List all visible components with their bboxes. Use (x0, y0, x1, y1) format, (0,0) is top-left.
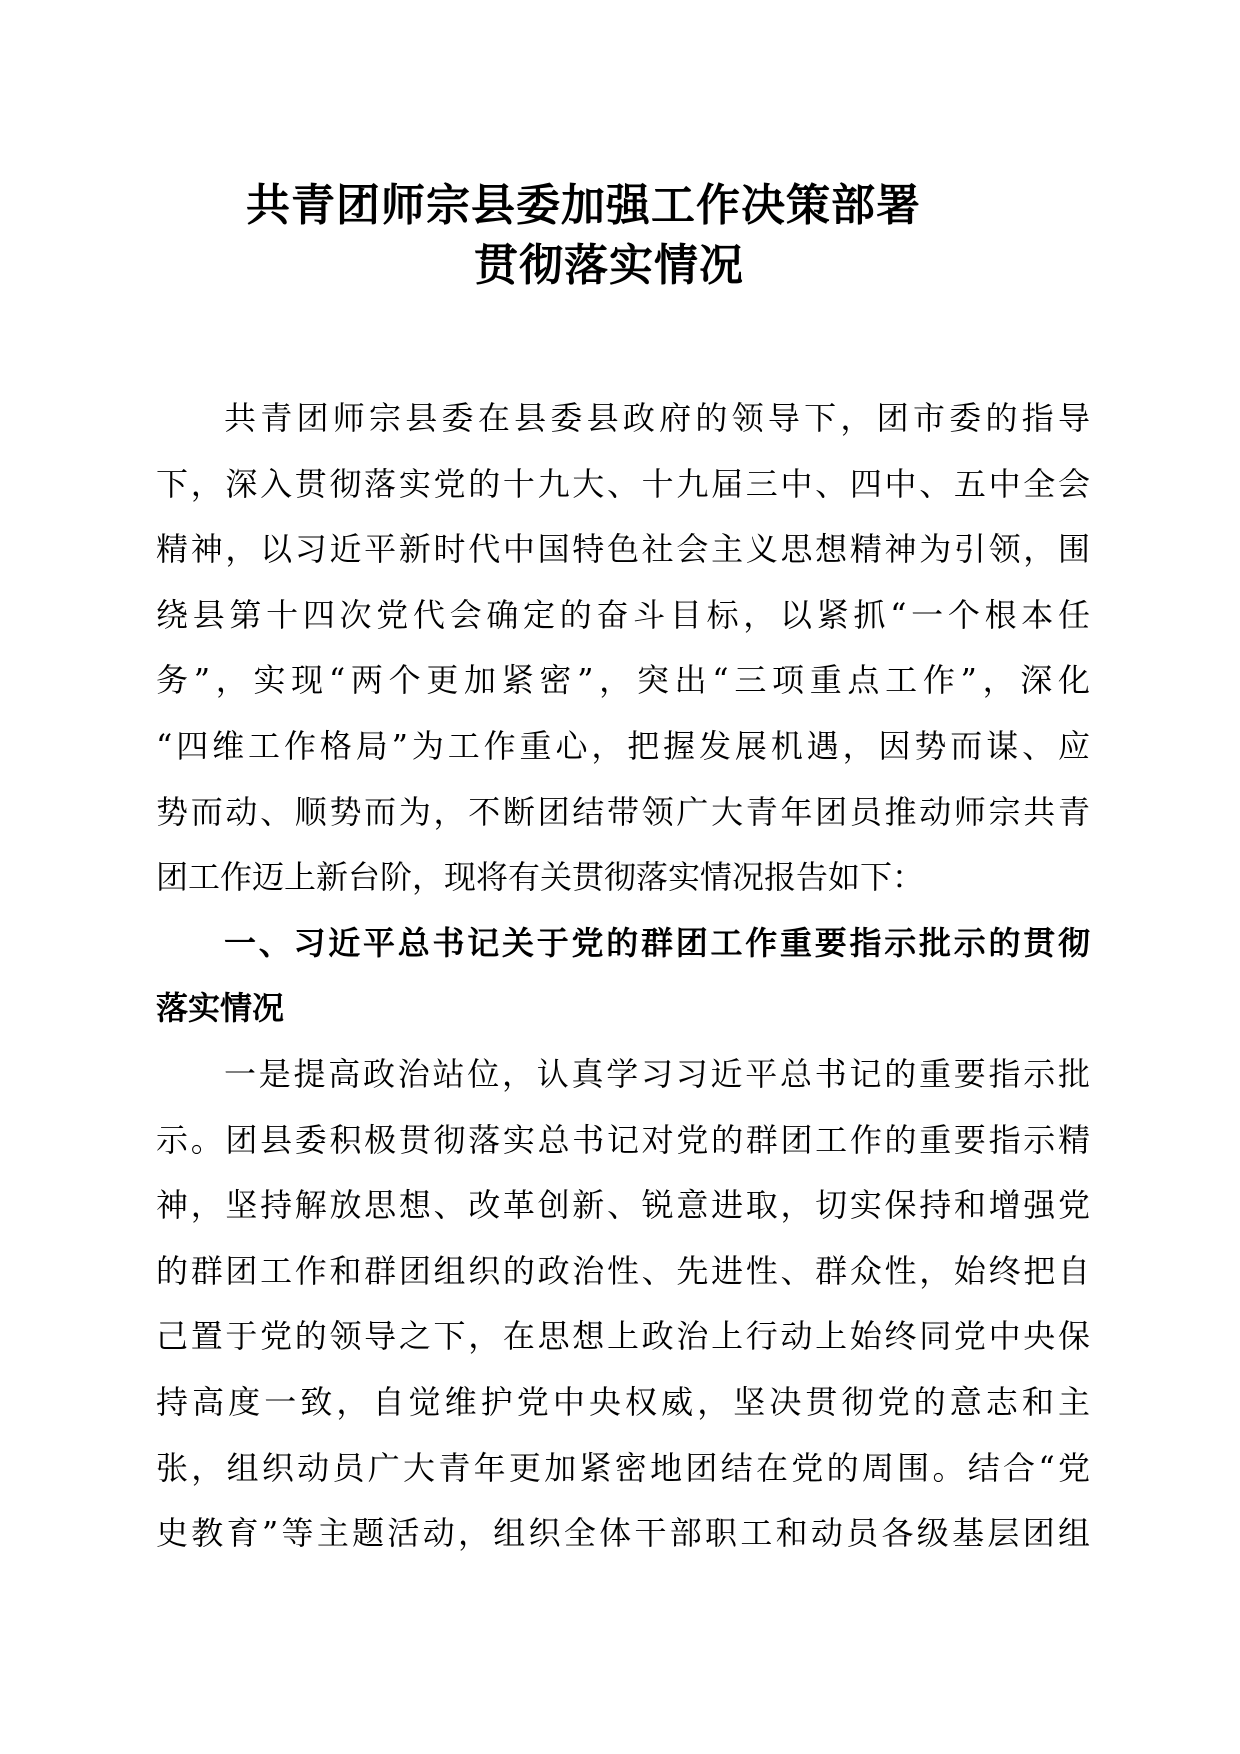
text-line: 神，坚持解放思想、改革创新、锐意进取，切实保持和增强党 (156, 1186, 1090, 1225)
text-line: “四维工作格局”为工作重心，把握发展机遇，因势而谋、应 (156, 726, 1090, 765)
text-line: 持高度一致，自觉维护党中央权威，坚决贯彻党的意志和主 (156, 1382, 1090, 1421)
text-line: 的群团工作和群团组织的政治性、先进性、群众性，始终把自 (156, 1251, 1090, 1290)
title-line-2: 贯彻落实情况 (474, 240, 744, 291)
text-line: 张，组织动员广大青年更加紧密地团结在党的周围。结合“党 (156, 1448, 1090, 1487)
document-body (156, 386, 1090, 1567)
section-heading-1 (156, 911, 1090, 1042)
text-line: 共青团师宗县委在县委县政府的领导下，团市委的指导 (224, 399, 1090, 437)
text-line: 绕县第十四次党代会确定的奋斗目标，以紧抓“一个根本任 (156, 595, 1090, 634)
paragraph-intro (156, 386, 1090, 911)
text-line: 团工作迈上新台阶，现将有关贯彻落实情况报告如下： (156, 858, 925, 897)
text-line: 示。团县委积极贯彻落实总书记对党的群团工作的重要指示精 (156, 1120, 1090, 1159)
text-line: 史教育”等主题活动，组织全体干部职工和动员各级基层团组 (156, 1514, 1090, 1553)
text-line: 己置于党的领导之下，在思想上政治上行动上始终同党中央保 (156, 1317, 1090, 1356)
title-line-1: 共青团师宗县委加强工作决策部署 (246, 180, 921, 231)
text-line: 下，深入贯彻落实党的十九大、十九届三中、四中、五中全会 (156, 464, 1090, 503)
text-line: 势而动、顺势而为，不断团结带领广大青年团员推动师宗共青 (156, 792, 1090, 831)
text-line: 一是提高政治站位，认真学习习近平总书记的重要指示批 (224, 1054, 1090, 1093)
text-line: 务”，实现“两个更加紧密”，突出“三项重点工作”，深化 (156, 661, 1090, 700)
paragraph-section-1 (156, 1042, 1090, 1567)
heading-line: 一、习近平总书记关于党的群团工作重要指示批示的贯彻 (224, 923, 1090, 962)
heading-line: 落实情况 (156, 989, 285, 1028)
document-title (160, 176, 1080, 296)
text-line: 精神，以习近平新时代中国特色社会主义思想精神为引领，围 (156, 530, 1090, 569)
